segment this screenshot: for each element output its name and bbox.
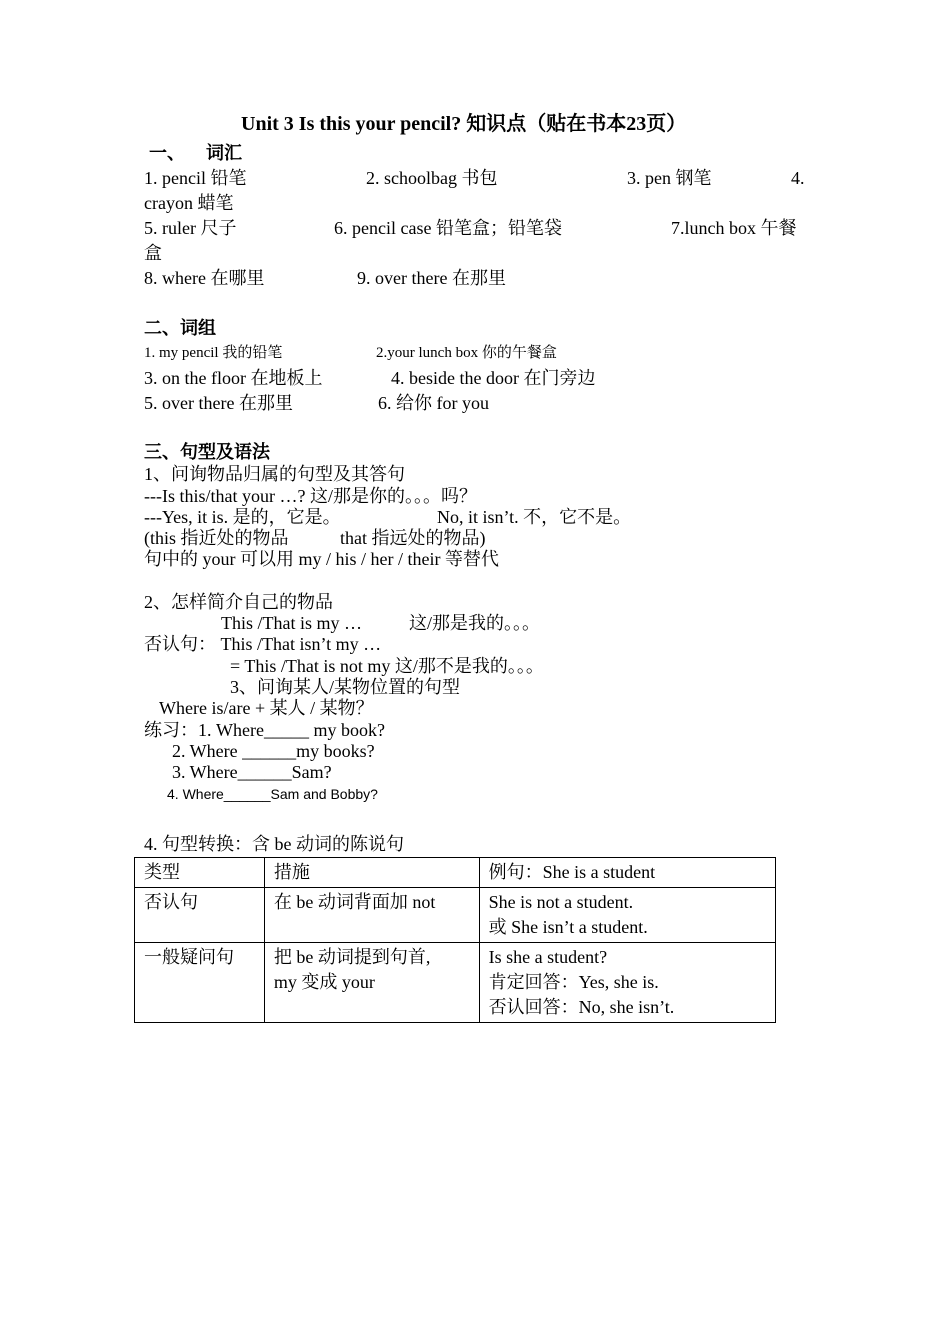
table-header-cell: 例句：She is a student (479, 858, 775, 888)
vocab-item: 1. pencil 铅笔 (144, 168, 247, 188)
grammar-line: 2. Where ______my books? (172, 741, 375, 761)
grammar-line: 4. 句型转换：含 be 动词的陈说句 (144, 834, 404, 854)
table-cell: 否认句 (135, 888, 265, 943)
grammar-line: ---Is this/that your …? 这/那是你的。。。吗？ (144, 486, 477, 506)
vocab-item: 5. ruler 尺子 (144, 218, 237, 238)
phrase-item: 5. over there 在那里 (144, 393, 293, 413)
grammar-line: Where is/are + 某人 / 某物？ (159, 698, 374, 718)
vocab-item: 2. schoolbag 书包 (366, 168, 498, 188)
table-cell: 把 be 动词提到句首, my 变成 your (264, 943, 479, 1023)
table-header-cell: 类型 (135, 858, 265, 888)
vocab-item: 4. (791, 168, 805, 188)
grammar-line: 2、怎样简介自己的物品 (144, 592, 333, 612)
table-header-cell: 措施 (264, 858, 479, 888)
phrase-item: 2.your lunch box 你的午餐盒 (376, 345, 557, 361)
vocab-item: 8. where 在哪里 (144, 268, 265, 288)
vocab-item: 9. over there 在那里 (357, 268, 506, 288)
table-cell: Is she a student? 肯定回答：Yes, she is. 否认回答：No, she isn’t. (479, 943, 775, 1023)
sentence-transform-table (134, 857, 776, 1023)
vocab-heading-number: 一、 (149, 143, 185, 163)
phrase-item: 6. 给你 for you (378, 393, 489, 413)
phrase-item: 1. my pencil 我的铅笔 (144, 345, 283, 361)
grammar-line: No, it isn’t. 不，它不是。 (437, 507, 632, 527)
grammar-line: that 指远处的物品) (340, 528, 486, 548)
vocab-item: 7.lunch box 午餐 (671, 218, 797, 238)
phrase-item: 3. on the floor 在地板上 (144, 368, 323, 388)
phrase-item: 4. beside the door 在门旁边 (391, 368, 596, 388)
vocab-heading: 词汇 (206, 143, 242, 163)
grammar-line: (this 指近处的物品 (144, 528, 289, 548)
vocab-item: crayon 蜡笔 (144, 193, 234, 213)
phrases-heading: 二、词组 (144, 318, 216, 338)
table-row (135, 943, 776, 1023)
grammar-line: 句中的 your 可以用 my / his / her / their 等替代 (144, 549, 499, 569)
grammar-heading: 三、句型及语法 (144, 442, 270, 462)
table-cell: She is not a student. 或 She isn’t a student. (479, 888, 775, 943)
grammar-line: ---Yes, it is. 是的，它是。 (144, 507, 341, 527)
page-title: Unit 3 Is this your pencil? 知识点（贴在书本23页） (241, 113, 687, 135)
grammar-line: 4. Where______Sam and Bobby? (167, 786, 378, 802)
table-cell: 在 be 动词背面加 not (264, 888, 479, 943)
grammar-line: 1、问询物品归属的句型及其答句 (144, 464, 405, 484)
grammar-line: 练习：1. Where_____ my book? (144, 720, 385, 740)
grammar-line: 3、问询某人/某物位置的句型 (230, 677, 460, 697)
table-cell: 一般疑问句 (135, 943, 265, 1023)
vocab-item: 6. pencil case 铅笔盒；铅笔袋 (334, 218, 562, 238)
grammar-line: 否认句： This /That isn’t my … (144, 634, 382, 654)
grammar-line: 这/那是我的。。。 (409, 613, 541, 633)
vocab-item: 3. pen 钢笔 (627, 168, 712, 188)
vocab-item: 盒 (144, 243, 162, 263)
table-row (135, 888, 776, 943)
grammar-line: 3. Where______Sam? (172, 762, 332, 782)
table-header-row (135, 858, 776, 888)
grammar-line: = This /That is not my 这/那不是我的。。。 (230, 656, 544, 676)
grammar-line: This /That is my … (221, 613, 362, 633)
